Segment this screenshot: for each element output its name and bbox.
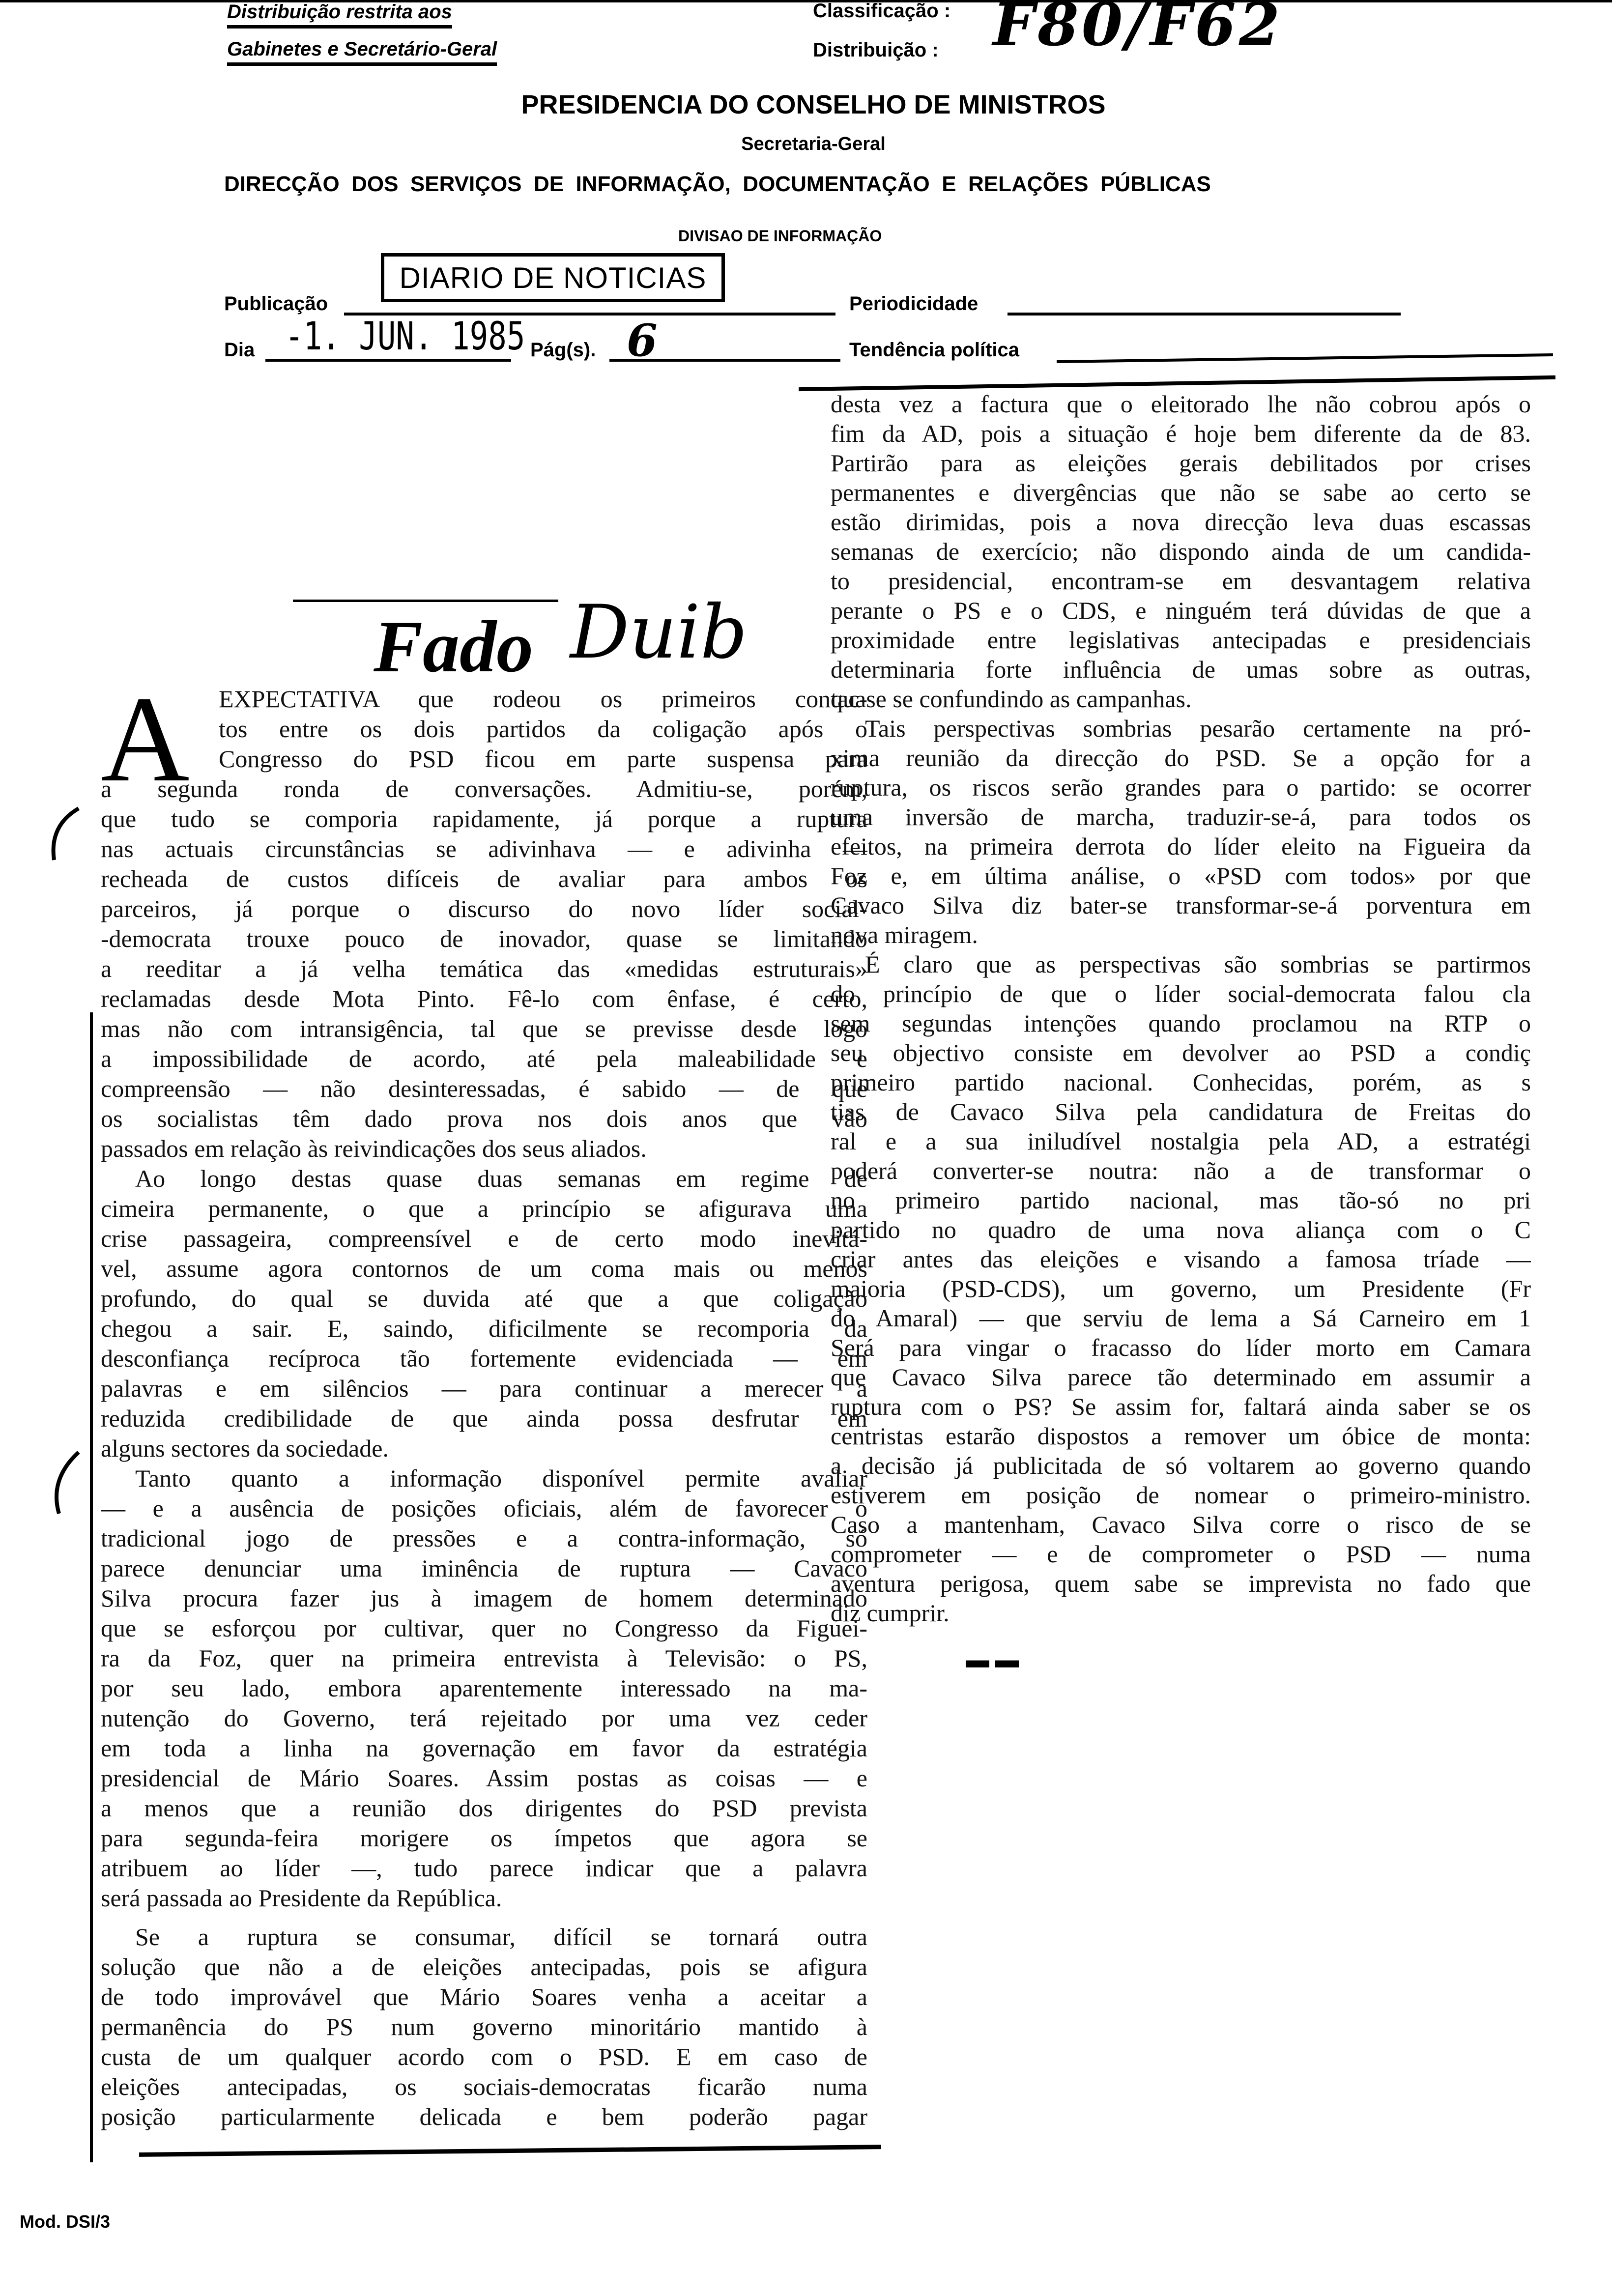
political-tendency-label: Tendência política xyxy=(849,339,1019,361)
text-line: seu objectivo consiste em devolver ao PSD a condiç xyxy=(831,1039,1531,1066)
article-left-column xyxy=(101,684,867,2132)
text-line: semanas de exercício; não dispondo ainda de um candida- xyxy=(831,538,1531,565)
text-line: comprometer — e de comprometer o PSD — numa xyxy=(831,1540,1531,1568)
publication-stamp: DIARIO DE NOTICIAS xyxy=(381,253,725,302)
text-line: a impossibilidade de acordo, até pela maleabilidade e xyxy=(101,1045,867,1072)
text-line: fim da AD, pois a situação é hoje bem diferente da de 83. xyxy=(831,420,1531,447)
text-line: compreensão — não desinteressadas, é sabido — de que xyxy=(101,1075,867,1102)
text-line: sem segundas intenções quando proclamou na RTP o xyxy=(831,1009,1531,1037)
text-line: tias de Cavaco Silva pela candidatura de Freitas do xyxy=(831,1098,1531,1125)
text-line: que se esforçou por cultivar, quer no Congresso da Figuei- xyxy=(101,1614,867,1642)
distribution-note-2: Gabinetes e Secretário-Geral xyxy=(227,38,497,66)
text-line: parceiros, já porque o discurso do novo líder social- xyxy=(101,895,867,922)
text-line: Silva procura fazer jus à imagem de homem determinado xyxy=(101,1584,867,1612)
institution-title: PRESIDENCIA DO CONSELHO DE MINISTROS xyxy=(521,90,1106,119)
text-line: quase se confundindo as campanhas. xyxy=(831,685,1192,713)
text-line: palavras e em silêncios — para continuar a merecer a xyxy=(101,1375,867,1402)
text-line: nas actuais circunstâncias se adivinhava — e adivinha — xyxy=(101,835,867,862)
text-line: determinaria forte influência de umas sobre as outras, xyxy=(831,656,1531,683)
text-line: efeitos, na primeira derrota do líder eleito na Figueira da xyxy=(831,832,1531,860)
text-line: a segunda ronda de conversações. Admitiu-se, porém, xyxy=(101,775,867,803)
text-line: Ao longo destas quase duas semanas em regime de xyxy=(135,1165,867,1192)
text-line: passados em relação às reivindicações dos seus aliados. xyxy=(101,1135,647,1162)
text-line: partido no quadro de uma nova aliança com o C xyxy=(831,1216,1531,1243)
text-line: crise passageira, compreensível e de certo modo inevitá- xyxy=(101,1225,867,1252)
text-line: centristas estarão dispostos a remover um óbice de monta: xyxy=(831,1422,1531,1450)
article-paragraph xyxy=(831,389,1531,714)
text-line: Se a ruptura se consumar, difícil se tornará outra xyxy=(135,1923,867,1951)
text-line: perante o PS e o CDS, e ninguém terá dúvidas de que a xyxy=(831,597,1531,624)
text-line: parece denunciar uma iminência de ruptura — Cavaco xyxy=(101,1554,867,1582)
text-line: ruptura com o PS? Se assim for, faltará ainda saber se os xyxy=(831,1393,1531,1420)
article-paragraph xyxy=(101,1164,867,1464)
text-line: eleições antecipadas, os sociais-democratas ficarão numa xyxy=(101,2073,867,2100)
text-line: recheada de custos difíceis de avaliar para ambos os xyxy=(101,865,867,892)
text-line: que tudo se comporia rapidamente, já porque a ruptura xyxy=(101,805,867,832)
text-line: Tanto quanto a informação disponível permite avaliar xyxy=(135,1464,867,1492)
periodicity-field-line xyxy=(1008,313,1401,316)
drop-cap: A xyxy=(101,671,190,807)
text-line: cimeira permanente, o que a princípio se afigurava uma xyxy=(101,1195,867,1222)
day-label: Dia xyxy=(224,339,255,361)
text-line: desconfiança recíproca tão fortemente evidenciada — em xyxy=(101,1345,867,1372)
article-end-mark: ▬ ▬ xyxy=(966,1647,1019,1673)
text-line: maioria (PSD-CDS), um governo, um Presidente (Fr xyxy=(831,1275,1531,1302)
text-line: Tais perspectivas sombrias pesarão certamente na pró- xyxy=(865,715,1531,742)
text-line: proximidade entre legislativas antecipadas e presidenciais xyxy=(831,626,1531,654)
text-line: tradicional jogo de pressões e a contra-informação, só xyxy=(101,1524,867,1552)
text-line: no primeiro partido nacional, mas tão-só no pri xyxy=(831,1186,1531,1214)
margin-bracket-mark-icon xyxy=(44,806,84,865)
article-right-column xyxy=(831,389,1531,1628)
text-line: atribuem ao líder —, tudo parece indicar que a palavra xyxy=(101,1854,867,1882)
text-line: permanentes e divergências que não se sabe ao certo se xyxy=(831,479,1531,506)
distribution-label: Distribuição : xyxy=(813,39,939,61)
text-line: em toda a linha na governação em favor da estratégia xyxy=(101,1734,867,1762)
text-line: reduzida credibilidade de que ainda possa desfrutar em xyxy=(101,1405,867,1432)
text-line: solução que não a de eleições antecipadas, pois se afigura xyxy=(101,1953,867,1980)
article-paragraph xyxy=(101,1464,867,1913)
text-line: para segunda-feira morigere os ímpetos que agora se xyxy=(101,1824,867,1852)
left-column-bottom-rule xyxy=(139,2145,881,2157)
article-paragraph xyxy=(831,714,1531,949)
text-line: permanência do PS num governo minoritário mantido à xyxy=(101,2013,867,2040)
text-line: alguns sectores da sociedade. xyxy=(101,1435,389,1462)
text-line: -democrata trouxe pouco de inovador, quase se limitando xyxy=(101,925,867,952)
article-paragraph xyxy=(101,1922,867,2132)
text-line: criar antes das eleições e visando a famosa tríade — xyxy=(831,1245,1531,1273)
text-line: Cavaco Silva diz bater-se transformar-se-á porventura em xyxy=(831,891,1531,919)
article-title: Fado xyxy=(374,606,534,688)
article-paragraph xyxy=(101,684,867,1164)
text-line: do princípio de que o líder social-democrata falou cla xyxy=(831,980,1531,1007)
text-line: vel, assume agora contornos de um coma mais ou menos xyxy=(101,1255,867,1282)
text-line: ra da Foz, quer na primeira entrevista à Televisão: o PS, xyxy=(101,1644,867,1672)
text-line: É claro que as perspectivas são sombrias se partirmos xyxy=(865,950,1531,978)
text-line: ral e a sua iniludível nostalgia pela AD, a estratégi xyxy=(831,1127,1531,1155)
classification-label: Classificação : xyxy=(813,0,951,22)
handwritten-reference: F80/F62 xyxy=(993,0,1283,59)
text-line: xima reunião da direcção do PSD. Se a opção for a xyxy=(831,744,1531,772)
text-line: — e a ausência de posições oficiais, além de favorecer o xyxy=(101,1494,867,1522)
pages-handwritten: 6 xyxy=(627,315,658,367)
text-line: custa de um qualquer acordo com o PSD. E em caso de xyxy=(101,2043,867,2070)
form-code: Mod. DSI/3 xyxy=(20,2211,111,2232)
text-line: a decisão já publicitada de só voltarem ao governo quando xyxy=(831,1452,1531,1479)
article-paragraph xyxy=(831,949,1531,1628)
publication-label: Publicação xyxy=(224,293,328,315)
text-line: diz cumprir. xyxy=(831,1599,950,1627)
political-tendency-field-line xyxy=(1057,353,1553,363)
distribution-note-1: Distribuição restrita aos xyxy=(227,1,452,29)
text-line: nutenção do Governo, terá rejeitado por uma vez ceder xyxy=(101,1704,867,1732)
text-line: por seu lado, embora aparentemente interessado na ma- xyxy=(101,1674,867,1702)
division-title: DIVISAO DE INFORMAÇÃO xyxy=(678,227,882,245)
text-line: nova miragem. xyxy=(831,921,978,948)
text-line: poderá converter-se noutra: não a de transformar o xyxy=(831,1157,1531,1184)
text-line: reclamadas desde Mota Pinto. Fê-lo com ênfase, é certo, xyxy=(101,985,867,1012)
text-line: do Amaral) — que serviu de lema a Sá Carneiro em 1 xyxy=(831,1304,1531,1332)
text-line: to presidencial, encontram-se em desvantagem relativa xyxy=(831,567,1531,595)
secretariat-subtitle: Secretaria-Geral xyxy=(741,134,886,154)
text-line: de todo improvável que Mário Soares venha a aceitar a xyxy=(101,1983,867,2010)
text-line: tos entre os dois partidos da coligação após o xyxy=(219,715,867,743)
periodicity-label: Periodicidade xyxy=(849,293,979,315)
text-line: os socialistas têm dado prova nos dois anos que vão xyxy=(101,1105,867,1132)
text-line: que Cavaco Silva parece tão determinado em assumir a xyxy=(831,1363,1531,1391)
text-line: Foz e, em última análise, o «PSD com todos» por que xyxy=(831,862,1531,890)
text-line: uma inversão de marcha, traduzir-se-á, para todos os xyxy=(831,803,1531,831)
text-line: Caso a mantenham, Cavaco Silva corre o risco de se xyxy=(831,1511,1531,1538)
text-line: estiverem em posição de nomear o primeiro-ministro. xyxy=(831,1481,1531,1509)
day-stamp: -1. JUN. 1985 xyxy=(285,315,525,359)
text-line: aventura perigosa, quem sabe se imprevista no fado que xyxy=(831,1570,1531,1597)
pages-label: Pág(s). xyxy=(530,339,596,361)
text-line: profundo, do qual se duvida até que a que coligação xyxy=(101,1285,867,1312)
text-line: posição particularmente delicada e bem poderão pagar xyxy=(101,2103,867,2130)
text-line: chegou a sair. E, saindo, dificilmente se recomporia da xyxy=(101,1315,867,1342)
text-line: estão dirimidas, pois a nova direcção leva duas escassas xyxy=(831,508,1531,536)
left-column-side-rule xyxy=(90,1012,93,2162)
text-line: presidencial de Mário Soares. Assim postas as coisas — e xyxy=(101,1764,867,1792)
article-title-handwritten: Duib xyxy=(570,590,748,675)
text-line: mas não com intransigência, tal que se previsse desde logo xyxy=(101,1015,867,1042)
directorate-title: DIRECÇÃO DOS SERVIÇOS DE INFORMAÇÃO, DOCUMENTAÇÃO E RELAÇÕES PÚBLICAS xyxy=(224,172,1211,196)
day-field-line xyxy=(265,359,511,362)
text-line: ruptura, os riscos serão grandes para o partido: se ocorrer xyxy=(831,774,1531,801)
text-line: será passada ao Presidente da República. xyxy=(101,1884,502,1912)
left-column-top-rule xyxy=(293,600,558,602)
text-line: desta vez a factura que o eleitorado lhe não cobrou após o xyxy=(831,390,1531,418)
text-line: primeiro partido nacional. Conhecidas, porém, as s xyxy=(831,1068,1531,1096)
text-line: a reeditar a já velha temática das «medidas estruturais» xyxy=(101,955,867,982)
text-line: Congresso do PSD ficou em parte suspensa para xyxy=(219,745,867,773)
text-line: EXPECTATIVA que rodeou os primeiros contac- xyxy=(219,685,867,713)
text-line: a menos que a reunião dos dirigentes do PSD prevista xyxy=(101,1794,867,1822)
text-line: Partirão para as eleições gerais debilitados por crises xyxy=(831,449,1531,477)
margin-bracket-mark-icon xyxy=(44,1450,84,1519)
text-line: Será para vingar o fracasso do líder morto em Camara xyxy=(831,1334,1531,1361)
